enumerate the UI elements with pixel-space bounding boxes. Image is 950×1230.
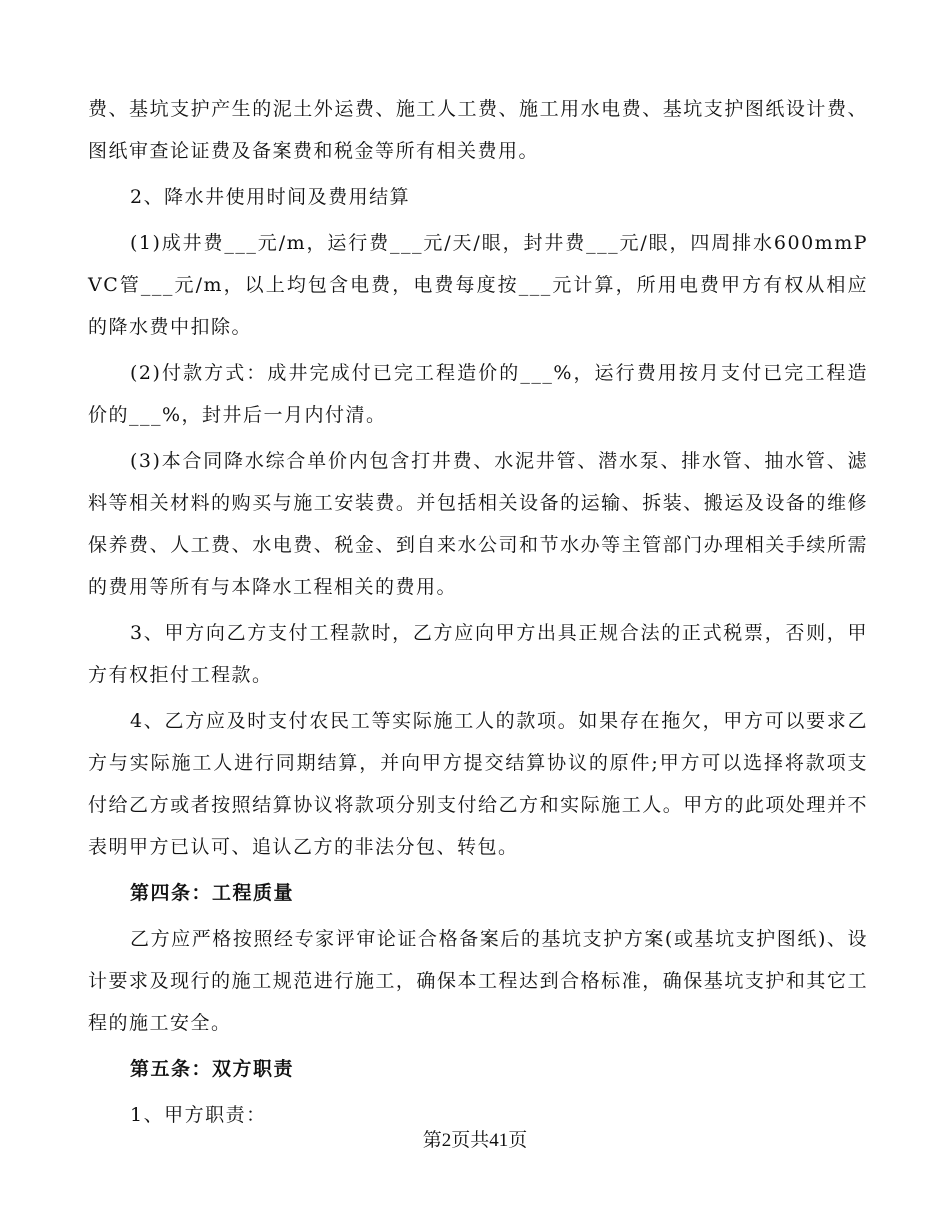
heading-article-5: 第五条：双方职责 <box>130 1058 295 1080</box>
paragraph-party-a-duties: 1、甲方职责： <box>130 1104 267 1126</box>
paragraph-section-2-title: 2、降水井使用时间及费用结算 <box>130 186 411 208</box>
document-page <box>88 88 868 1140</box>
paragraph-quality: 乙方应严格按照经专家评审论证合格备案后的基坑支护方案(或基坑支护图纸)、设计要求及现行的施工规范进行施工，确保本工程达到合格标准，确保基坑支护和其它工程的施工安全。 <box>88 928 868 1034</box>
paragraph-continuation: 费、基坑支护产生的泥土外运费、施工人工费、施工用水电费、基坑支护图纸设计费、图纸审查论证费及备案费和税金等所有相关费用。 <box>88 98 868 162</box>
paragraph-section-4: 4、乙方应及时支付农民工等实际施工人的款项。如果存在拖欠，甲方可以要求乙方与实际施工人进行同期结算，并向甲方提交结算协议的原件;甲方可以选择将款项支付给乙方或者按照结算协议将款项分别支付给乙方和实际施工人。甲方的此项处理并不表明甲方已认可、追认乙方的非法分包、转包。 <box>88 710 868 858</box>
heading-article-4: 第四条：工程质量 <box>130 882 295 904</box>
paragraph-item-3: (3)本合同降水综合单价内包含打井费、水泥井管、潜水泵、排水管、抽水管、滤料等相关材料的购买与施工安装费。并包括相关设备的运输、拆装、搬运及设备的维修保养费、人工费、水电费、税金、到自来水公司和节水办等主管部门办理相关手续所需的费用等所有与本降水工程相关的费用。 <box>88 450 868 598</box>
page-number-footer: 第2页共41页 <box>422 1130 528 1151</box>
paragraph-item-2: (2)付款方式：成井完成付已完工程造价的___%，运行费用按月支付已完工程造价的___%，封井后一月内付清。 <box>88 362 868 426</box>
paragraph-item-1: (1)成井费___元/m，运行费___元/天/眼，封井费___元/眼，四周排水600mmPVC管___元/m，以上均包含电费，电费每度按___元计算，所用电费甲方有权从相应的降水费中扣除。 <box>88 232 868 338</box>
paragraph-section-3: 3、甲方向乙方支付工程款时，乙方应向甲方出具正规合法的正式税票，否则，甲方有权拒付工程款。 <box>88 622 868 686</box>
